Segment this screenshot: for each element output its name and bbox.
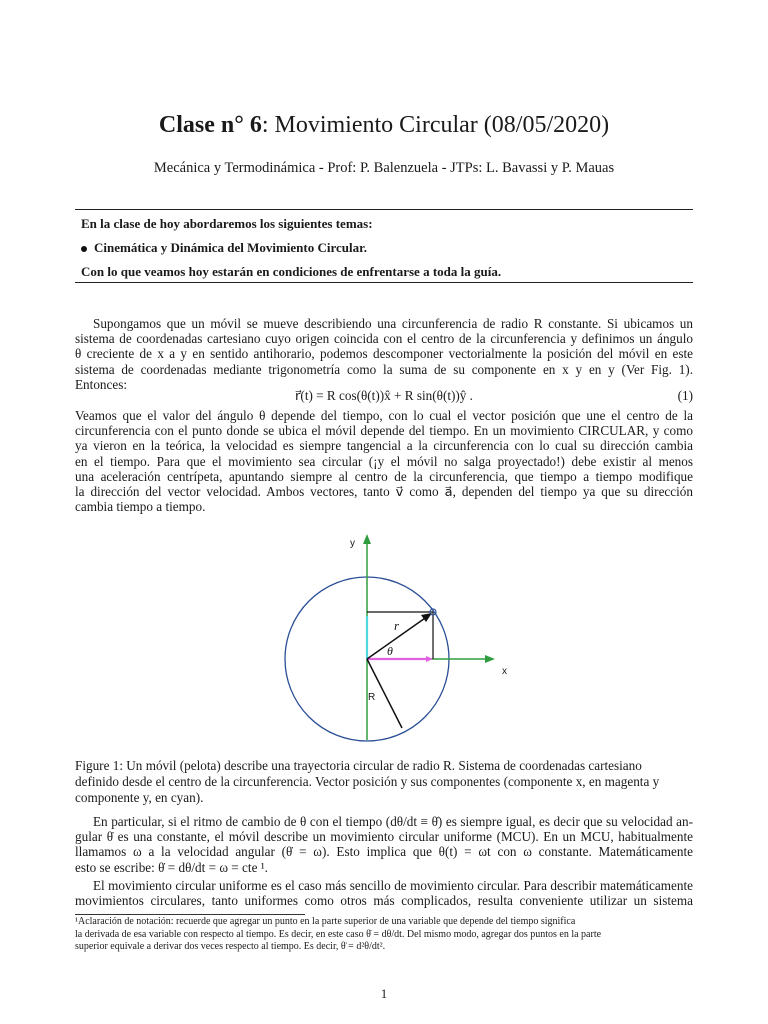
text-line: sistema de coordenadas cartesiano cuyo origen coincida con el centro de la circunferencia y definimos un ángulo <box>75 331 693 347</box>
text-line: En particular, si el ritmo de cambio de θ con el tiempo (dθ/dt ≡ θ̇) es siempre igual, es decir que su velocidad an- <box>93 814 693 829</box>
footnote-line: la derivada de esa variable con respecto al tiempo. Es decir, en este caso θ̇ = dθ/dt. Del mismo modo, agregar dos puntos en la parte <box>75 928 602 940</box>
paragraph-4 <box>75 878 693 908</box>
x-axis-arrow <box>485 655 495 663</box>
y-axis-arrow <box>363 534 371 544</box>
topics-box <box>75 209 693 283</box>
y-axis-label: y <box>350 538 355 549</box>
text-line: llamamos ω a la velocidad angular (θ̇ = ω). Esto implica que θ(t) = ωt con ω constante. Matemáticamente <box>75 844 693 860</box>
vector-label: r⃗ <box>394 618 410 633</box>
text-line: la dirección del vector velocidad. Ambos vectores, tanto v⃗ como a⃗, dependen del tiempo ya que su dirección <box>75 484 693 500</box>
topic-item: Cinemática y Dinámica del Movimiento Circular. <box>94 240 367 255</box>
caption-line: Figure 1: Un móvil (pelota) describe una trayectoria circular de radio R. Sistema de coordenadas cartesiano <box>75 758 642 773</box>
text-line: en el tiempo. Para que el movimiento sea circular (¡y el móvil no salga proyectado!) debe existir al menos <box>75 453 693 469</box>
text-line: circunferencia con el punto donde se ubica el móvil depende del tiempo. En un movimiento CIRCULAR, y como <box>75 423 693 439</box>
page-title <box>0 112 768 139</box>
paragraph-2 <box>75 408 693 514</box>
paragraph-3 <box>75 814 693 875</box>
topics-intro: En la clase de hoy abordaremos los siguientes temas: <box>81 216 373 231</box>
equation-1: r⃗(t) = R cos(θ(t))x̂ + R sin(θ(t))ŷ . <box>295 388 473 403</box>
title-rest: : Movimiento Circular (08/05/2020) <box>261 112 610 138</box>
text-line: cambia tiempo a tiempo. <box>75 499 206 515</box>
title-bold: Clase n° 6 <box>158 112 262 138</box>
footnote-line: superior equivale a derivar dos veces respecto al tiempo. Es decir, θ̈ = d²θ/dt². <box>75 941 386 952</box>
paragraph-1 <box>75 316 693 392</box>
footnote-rule <box>75 914 305 915</box>
text-line: sistema de coordenadas mediante trigonometría como la suma de su componente en x y en y (Ver Fig. 1). <box>75 361 693 377</box>
footnote <box>75 916 693 954</box>
circle-diagram <box>260 530 520 755</box>
text-line: θ creciente de x a y en sentido antihorario, podemos descomponer vectorialmente la posición del móvil en este <box>75 346 693 362</box>
text-line: una aceleración centrípeta, apuntando siempre al centro de la circunferencia, que tiempo a tiempo modifique <box>75 468 693 484</box>
text-line: ya vieron en la teórica, la velocidad es siempre tangencial a la circunferencia con lo cual su dirección cambia <box>75 438 693 454</box>
subtitle: Mecánica y Termodinámica - Prof: P. Balenzuela - JTPs: L. Bavassi y P. Mauas <box>153 160 615 176</box>
text-line: movimientos circulares, tanto uniformes como otros más complicados, resulta conveniente utilizar un sistema <box>75 893 693 909</box>
bullet-icon <box>81 246 87 252</box>
topics-bullet <box>81 240 367 256</box>
topics-closing: Con lo que veamos hoy estarán en condiciones de enfrentarse a toda la guía. <box>81 264 502 279</box>
text-line: Supongamos que un móvil se mueve describiendo una circunferencia de radio R constante. Si ubicamos un <box>93 316 693 331</box>
text-line: gular θ̇ es una constante, el móvil describe un movimiento circular uniforme (MCU). En un MCU, habitualmente <box>75 829 693 845</box>
footnote-line: ¹Aclaración de notación: recuerde que agregar un punto en la parte superior de una variable que depende del tiempo significa <box>75 916 576 927</box>
text-line: esto se escribe: θ̇ = dθ/dt = ω = cte ¹. <box>75 859 268 875</box>
figure-caption <box>75 758 693 806</box>
caption-line: componente y, en cyan). <box>75 790 204 805</box>
radius-label: R <box>368 692 376 703</box>
x-component-arrow <box>426 656 433 662</box>
text-line: Entonces: <box>75 376 128 392</box>
equation-number: (1) <box>677 388 693 403</box>
x-axis-label: x <box>502 666 507 677</box>
text-line: El movimiento circular uniforme es el caso más sencillo de movimiento circular. Para describir matemáticamente <box>93 878 693 893</box>
text-line: Veamos que el valor del ángulo θ depende del tiempo, con lo cual el vector posición que une el centro de la <box>75 408 693 423</box>
page-number: 1 <box>380 986 388 1001</box>
caption-line: definido desde el centro de la circunferencia. Vector posición y sus componentes (componente x, en magenta y <box>75 774 660 789</box>
angle-label: θ <box>387 644 393 658</box>
